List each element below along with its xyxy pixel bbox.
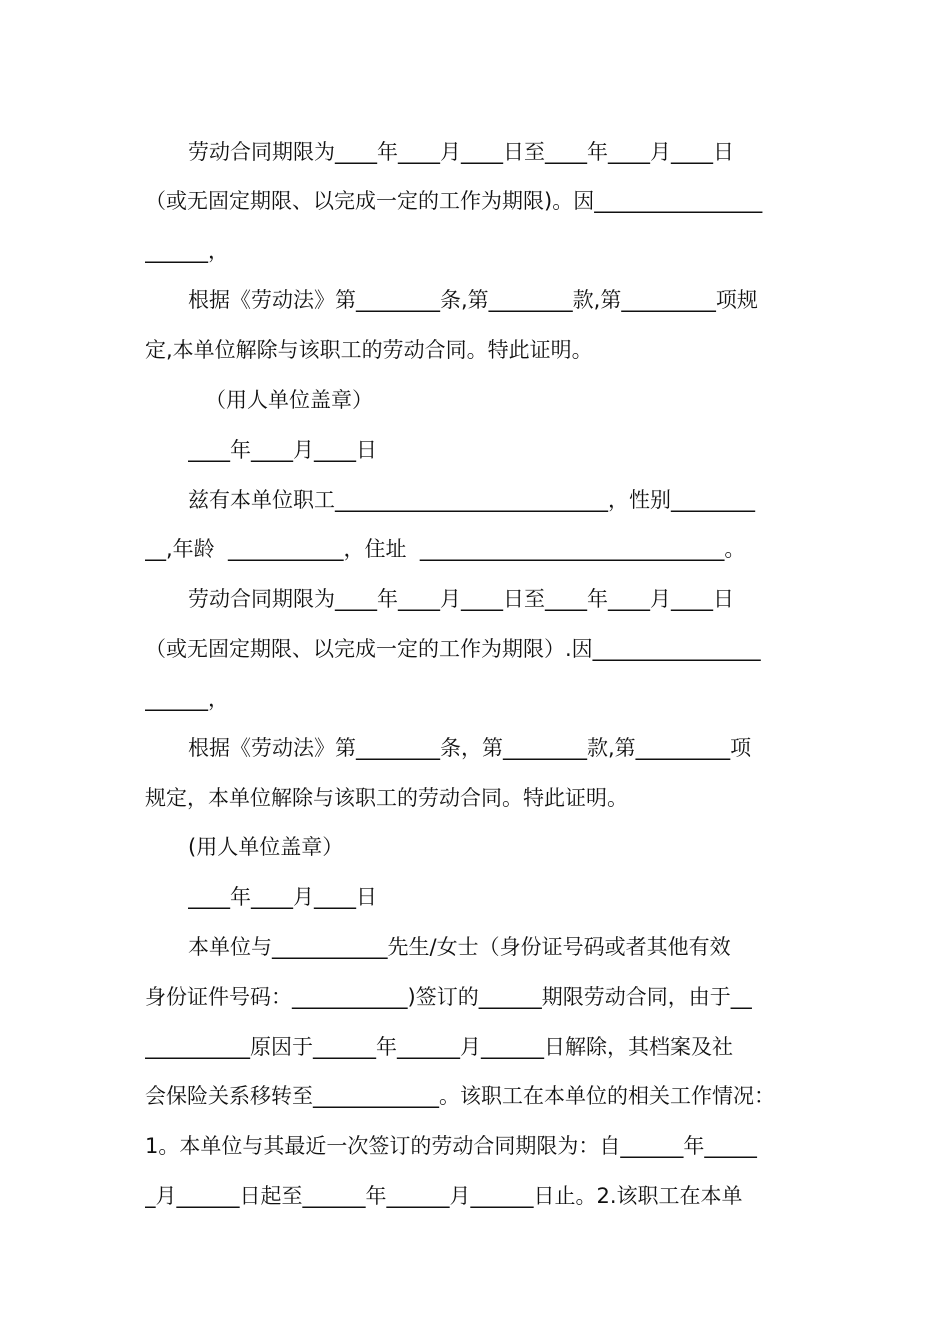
paragraph-line: （或无固定期限、以完成一定的工作为期限)。因________________ — [145, 189, 763, 213]
paragraph-line: 1。本单位与其最近一次签订的劳动合同期限为：自______年_____ — [145, 1134, 757, 1158]
date-line: ____年____月____日 — [188, 885, 377, 909]
paragraph-line: __,年龄 ___________，住址 _____________________________。 — [145, 537, 746, 561]
paragraph-line: 兹有本单位职工__________________________，性别________ — [188, 488, 755, 512]
paragraph-line: __________原因于______年______月______日解除，其档案及社 — [145, 1035, 733, 1059]
paragraph-line: 根据《劳动法》第________条,第________款,第_________项规 — [188, 288, 758, 312]
paragraph-line: 本单位与___________先生/女士（身份证号码或者其他有效 — [188, 935, 731, 959]
date-line: ____年____月____日 — [188, 438, 377, 462]
stamp-label: （用人单位盖章） — [205, 388, 373, 412]
paragraph-line: 会保险关系移转至____________。该职工在本单位的相关工作情况： — [145, 1084, 775, 1108]
paragraph-line: _月______日起至______年______月______日止。2.该职工在本单 — [145, 1184, 743, 1208]
paragraph-line: 劳动合同期限为____年____月____日至____年____月____日 — [188, 140, 734, 164]
paragraph-line: 定,本单位解除与该职工的劳动合同。特此证明。 — [145, 338, 593, 362]
paragraph-line: ______， — [145, 239, 229, 263]
paragraph-line: ______， — [145, 687, 229, 711]
paragraph-line: 身份证件号码：___________)签订的______期限劳动合同，由于__ — [145, 985, 752, 1009]
paragraph-line: （或无固定期限、以完成一定的工作为期限）.因________________ — [145, 637, 761, 661]
paragraph-line: 根据《劳动法》第________条，第________款,第_________项 — [188, 736, 752, 760]
paragraph-line: 劳动合同期限为____年____月____日至____年____月____日 — [188, 587, 734, 611]
stamp-label: (用人单位盖章） — [188, 835, 344, 859]
paragraph-line: 规定，本单位解除与该职工的劳动合同。特此证明。 — [145, 786, 628, 810]
